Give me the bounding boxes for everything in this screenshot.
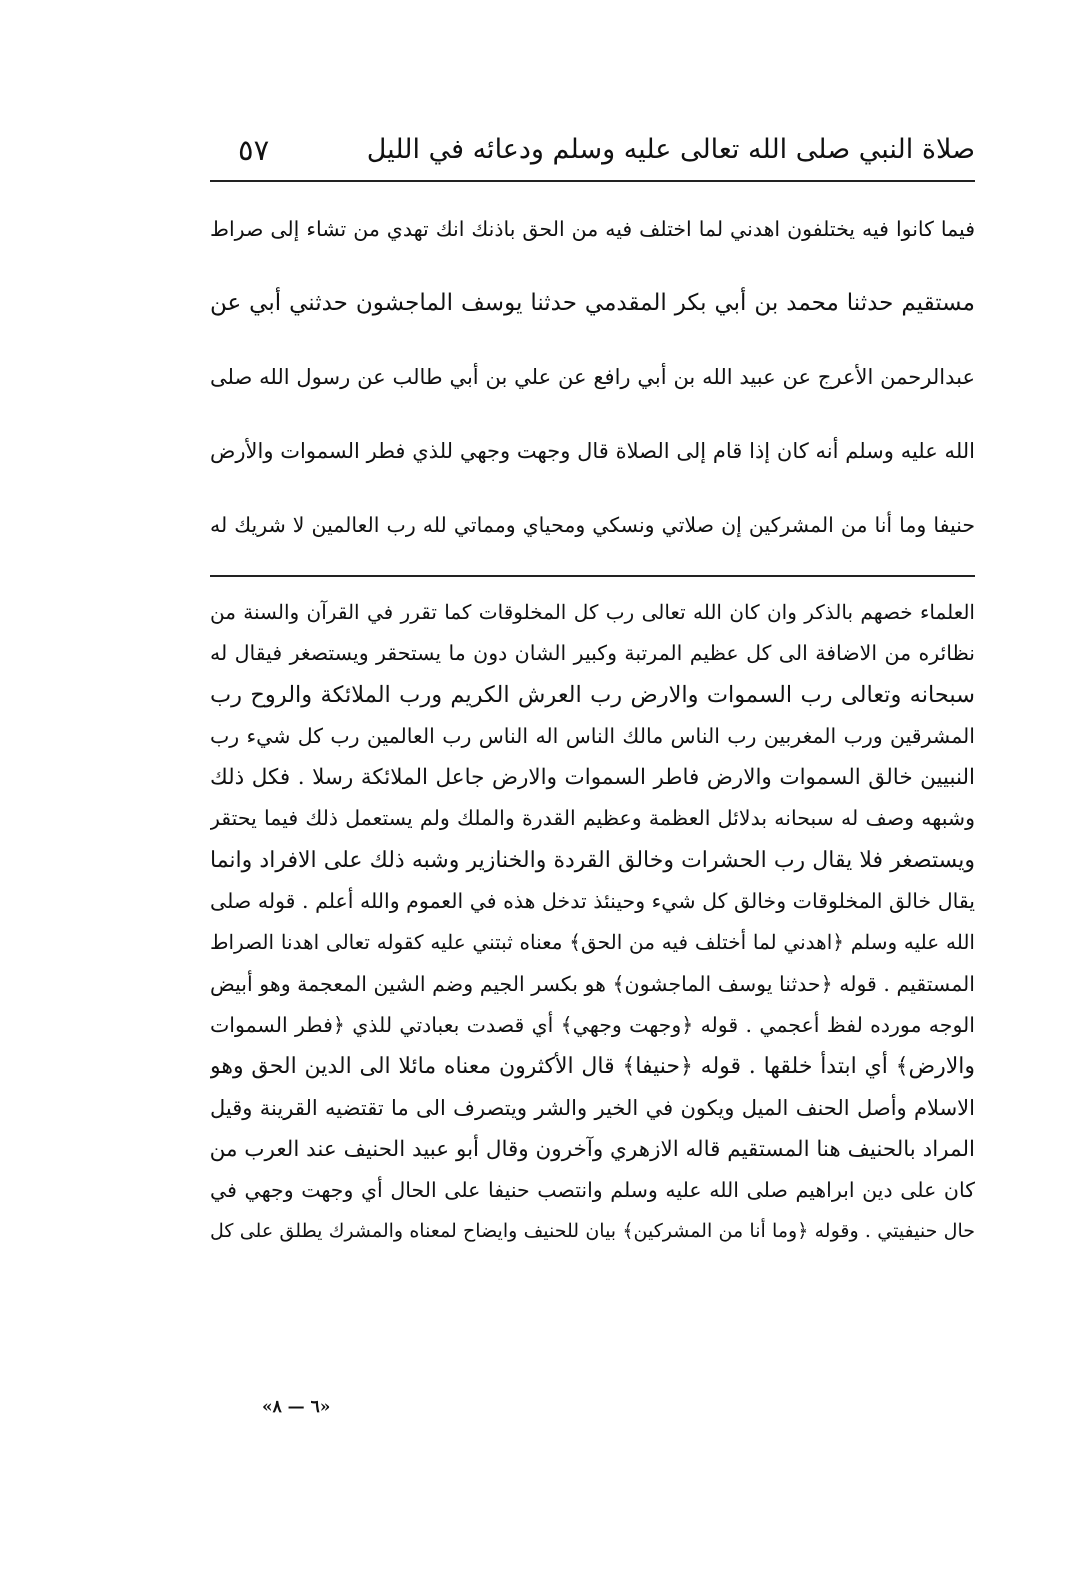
commentary-line: المستقيم . قوله ﴿حدثنا يوسف الماجشون﴾ هو بكسر الجيم وضم الشين المعجمة وهو أبيض [210,971,975,996]
page-number: ٥٧ [238,133,270,167]
commentary-line: الله عليه وسلم ﴿اهدني لما أختلف فيه من الحق﴾ معناه ثبتني عليه كقوله تعالى اهدنا الصراط [210,930,975,955]
commentary-line: حال حنيفيتي . وقوله ﴿وما أنا من المشركين﴾ بيان للحنيف وايضاح لمعناه والمشرك يطلق على كل [210,1220,975,1243]
commentary-line: سبحانه وتعالى رب السموات والارض رب العرش الكريم ورب الملائكة والروح رب [210,681,975,708]
section-divider [210,575,975,577]
commentary-line: والارض﴾ أي ابتدأ خلقها . قوله ﴿حنيفا﴾ قال الأكثرون معناه مائلا الى الدين الحق وهو [210,1054,975,1080]
hadith-text-block [210,192,975,562]
hadith-line: حنيفا وما أنا من المشركين إن صلاتي ونسكي ومحياي ومماتي لله رب العالمين لا شريك له [210,513,975,537]
commentary-line: المشرقين ورب المغربين رب الناس مالك الناس اله الناس رب العالمين رب كل شيء رب [210,723,975,748]
header-title: صلاة النبي صلى الله تعالى عليه وسلم ودعائه في الليل [366,134,975,165]
commentary-block [210,592,975,1253]
commentary-line: وشبهه وصف له سبحانه بدلائل العظمة وعظيم القدرة والملك ولم يستعمل ذلك فيما يحتقر [210,806,975,831]
commentary-line: ويستصغر فلا يقال رب الحشرات وخالق القردة والخنازير وشبه ذلك على الافراد وانما [210,847,975,873]
commentary-line: الاسلام وأصل الحنف الميل ويكون في الخير والشر ويتصرف الى ما تقتضيه القرينة وقيل [210,1095,975,1120]
running-header [210,128,975,172]
commentary-line: النبيين خالق السموات والارض فاطر السموات والارض جاعل الملائكة رسلا . فكل ذلك [210,765,975,791]
commentary-line: يقال خالق المخلوقات وخالق كل شيء وحينئذ تدخل هذه في العموم والله أعلم . قوله صلى [210,889,975,914]
hadith-line: الله عليه وسلم أنه كان إذا قام إلى الصلاة قال وجهت وجهي للذي فطر السموات والأرض [210,439,975,463]
hadith-line: عبدالرحمن الأعرج عن عبيد الله بن أبي رافع عن علي بن أبي طالب عن رسول الله صلى [210,365,975,389]
commentary-line: المراد بالحنيف هنا المستقيم قاله الازهري وآخرون وقال أبو عبيد الحنيف عند العرب من [210,1136,975,1162]
printer-signature-mark: «٦ — ٨» [262,1397,331,1417]
hadith-line: فيما كانوا فيه يختلفون اهدني لما اختلف فيه من الحق باذنك انك تهدي من تشاء إلى صراط [210,217,975,241]
header-rule [210,180,975,182]
commentary-line: كان على دين ابراهيم صلى الله عليه وسلم وانتصب حنيفا على الحال أي وجهت وجهي في [210,1178,975,1203]
commentary-line: العلماء خصهم بالذكر وان كان الله تعالى رب كل المخلوقات كما تقرر في القرآن والسنة من [210,600,975,624]
hadith-line: مستقيم حدثنا محمد بن أبي بكر المقدمي حدثنا يوسف الماجشون حدثني أبي عن [210,290,975,316]
commentary-line: الوجه مورده لفظ أعجمي . قوله ﴿وجهت وجهي﴾ أي قصدت بعبادتي للذي ﴿فطر السموات [210,1012,975,1037]
commentary-line: نظائره من الاضافة الى كل عظيم المرتبة وكبير الشان دون ما يستحقر ويستصغر فيقال له [210,641,975,666]
